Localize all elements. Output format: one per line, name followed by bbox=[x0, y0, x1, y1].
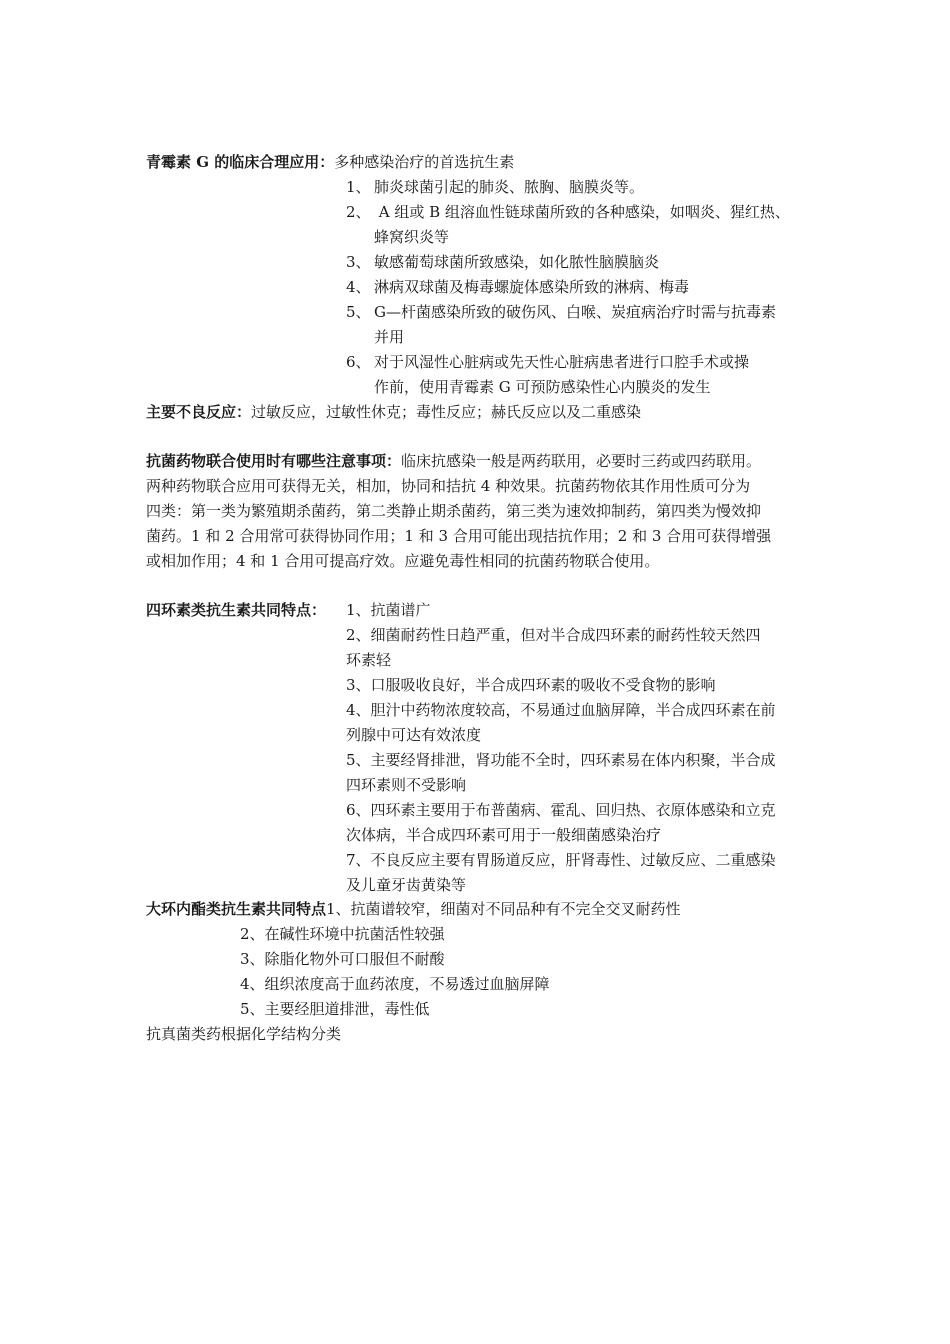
combination-line-2: 两种药物联合应用可获得无关，相加，协同和拮抗 4 种效果。抗菌药物依其作用性质可分为 bbox=[146, 477, 751, 495]
adverse-heading: 主要不良反应： bbox=[146, 403, 252, 421]
antifungal-line: 抗真菌类药根据化学结构分类 bbox=[146, 1025, 342, 1043]
tetracycline-item-1: 1、抗菌谱广 bbox=[346, 601, 431, 619]
item-number: 4、 bbox=[346, 278, 371, 296]
tetracycline-item-3: 3、口服吸收良好，半合成四环素的吸收不受食物的影响 bbox=[346, 676, 716, 694]
item-number: 6、 bbox=[346, 353, 371, 371]
penicillin-item-4 bbox=[346, 275, 689, 299]
penicillin-item-1 bbox=[346, 175, 644, 199]
item-text: 肺炎球菌引起的肺炎、脓胸、脑膜炎等。 bbox=[374, 178, 645, 196]
item-number: 5、 bbox=[346, 303, 371, 321]
tetracycline-item-4: 4、胆汁中药物浓度较高，不易通过血脑屏障，半合成四环素在前 bbox=[346, 701, 776, 719]
tetracycline-item-7-cont: 及儿童牙齿黄染等 bbox=[346, 876, 467, 894]
macrolide-item-2: 2、在碱性环境中抗菌活性较强 bbox=[240, 925, 445, 943]
item-text: 敏感葡萄球菌所致感染，如化脓性脑膜脑炎 bbox=[374, 253, 660, 271]
penicillin-item-5 bbox=[346, 300, 776, 324]
adverse-text: 过敏反应，过敏性休克；毒性反应；赫氏反应以及二重感染 bbox=[251, 403, 642, 421]
tetracycline-item-6: 6、四环素主要用于布普菌病、霍乱、回归热、衣原体感染和立克 bbox=[346, 801, 776, 819]
tetracycline-item-7: 7、不良反应主要有胃肠道反应，肝肾毒性、过敏反应、二重感染 bbox=[346, 851, 776, 869]
penicillin-item-6 bbox=[346, 350, 749, 374]
item-text: G—杆菌感染所致的破伤风、白喉、炭疽病治疗时需与抗毒素 bbox=[374, 303, 776, 321]
tetracycline-item-6-cont: 次体病，半合成四环素可用于一般细菌感染治疗 bbox=[346, 826, 662, 844]
penicillin-item-3 bbox=[346, 250, 659, 274]
macrolide-heading: 大环内酯类抗生素共同特点 bbox=[146, 900, 327, 918]
penicillin-heading: 青霉素 G 的临床合理应用： bbox=[146, 153, 335, 171]
penicillin-item-6-cont: 作前，使用青霉素 G 可预防感染性心内膜炎的发生 bbox=[374, 378, 711, 396]
item-text: 淋病双球菌及梅毒螺旋体感染所致的淋病、梅毒 bbox=[374, 278, 690, 296]
item-text: 对于风湿性心脏病或先天性心脏病患者进行口腔手术或操 bbox=[374, 353, 750, 371]
macrolide-item-5: 5、主要经胆道排泄，毒性低 bbox=[240, 1000, 430, 1018]
item-number: 2、 bbox=[346, 203, 371, 221]
combination-line-1 bbox=[146, 449, 761, 473]
tetracycline-item-2-cont: 环素轻 bbox=[346, 651, 392, 669]
item-number: 3、 bbox=[346, 253, 371, 271]
tetracycline-heading: 四环素类抗生素共同特点： bbox=[146, 601, 327, 619]
tetracycline-item-5: 5、主要经肾排泄，肾功能不全时，四环素易在体内积聚，半合成 bbox=[346, 751, 776, 769]
combination-heading: 抗菌药物联合使用时有哪些注意事项： bbox=[146, 452, 402, 470]
combination-text: 临床抗感染一般是两药联用，必要时三药或四药联用。 bbox=[401, 452, 762, 470]
item-text: A 组或 B 组溶血性链球菌所致的各种感染，如咽炎、猩红热、 bbox=[374, 203, 790, 221]
tetracycline-item-2: 2、细菌耐药性日趋严重，但对半合成四环素的耐药性较天然四 bbox=[346, 626, 761, 644]
combination-line-3: 四类：第一类为繁殖期杀菌药，第二类静止期杀菌药，第三类为速效抑制药，第四类为慢效抑 bbox=[146, 502, 762, 520]
tetracycline-line-1 bbox=[146, 598, 431, 622]
combination-line-4: 菌药。1 和 2 合用常可获得协同作用；1 和 3 合用可能出现拮抗作用；2 和 3 合用可获得增强 bbox=[146, 527, 772, 545]
penicillin-item-5-cont: 并用 bbox=[374, 328, 405, 346]
penicillin-item-2-cont: 蜂窝织炎等 bbox=[374, 228, 450, 246]
penicillin-item-2 bbox=[346, 200, 790, 224]
macrolide-item-3: 3、除脂化物外可口服但不耐酸 bbox=[240, 950, 445, 968]
combination-line-5: 或相加作用；4 和 1 合用可提高疗效。应避免毒性相同的抗菌药物联合使用。 bbox=[146, 552, 660, 570]
tetracycline-item-4-cont: 列腺中可达有效浓度 bbox=[346, 726, 482, 744]
adverse-line bbox=[146, 400, 641, 424]
tetracycline-item-5-cont: 四环素则不受影响 bbox=[346, 776, 467, 794]
macrolide-line-1 bbox=[146, 897, 681, 921]
penicillin-intro: 多种感染治疗的首选抗生素 bbox=[334, 153, 515, 171]
macrolide-item-1: 1、抗菌谱较窄，细菌对不同品种有不完全交叉耐药性 bbox=[326, 900, 681, 918]
penicillin-heading-line bbox=[146, 150, 514, 174]
item-number: 1、 bbox=[346, 178, 371, 196]
macrolide-item-4: 4、组织浓度高于血药浓度，不易透过血脑屏障 bbox=[240, 975, 550, 993]
